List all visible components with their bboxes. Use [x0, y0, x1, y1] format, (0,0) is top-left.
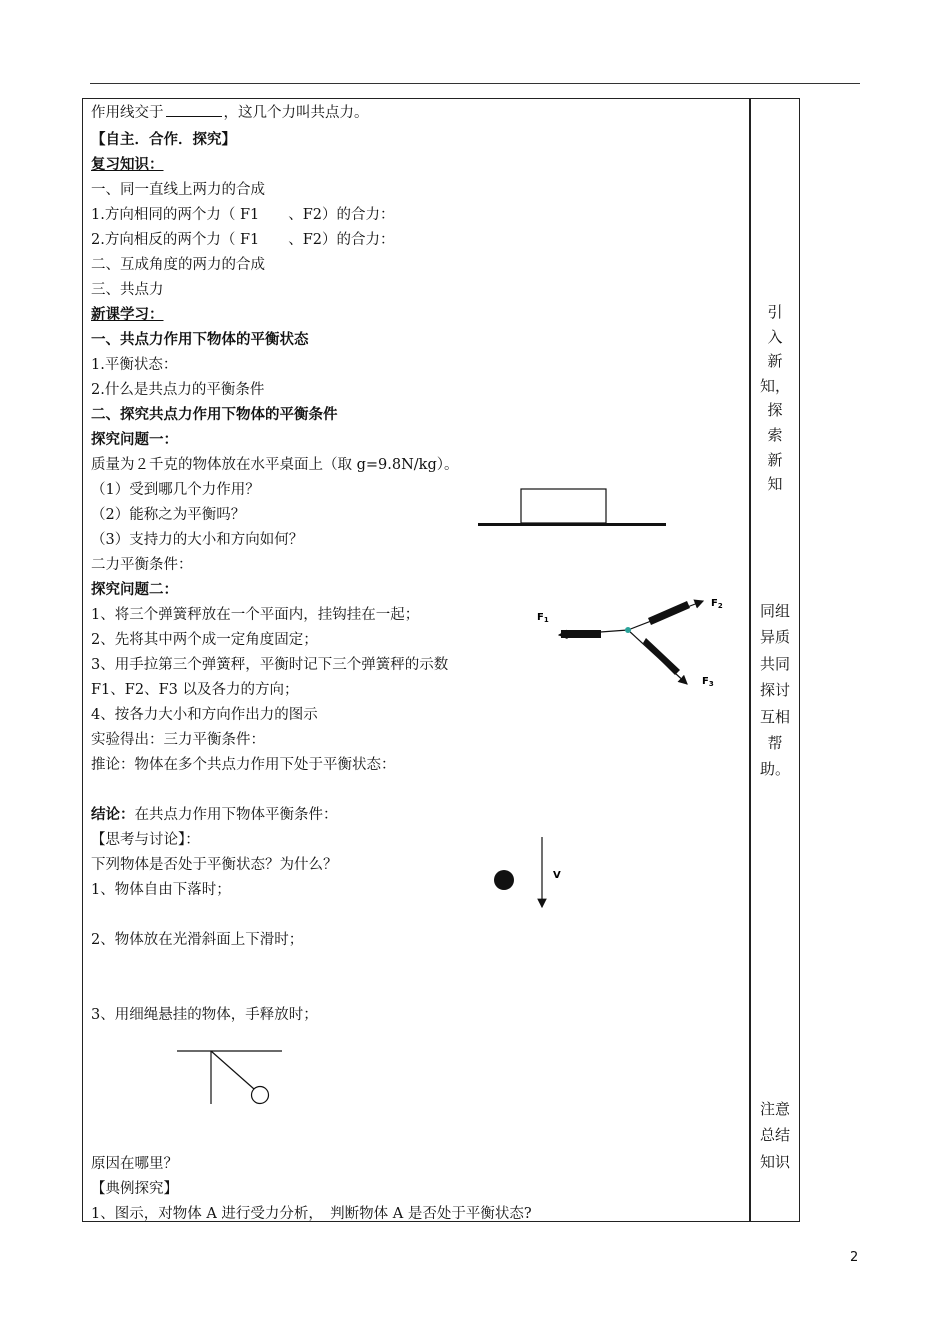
review-item: 三、共点力: [91, 282, 164, 298]
conclusion: 结论：在共点力作用下物体平衡条件：: [91, 806, 338, 823]
spring-scale-3: [643, 638, 680, 675]
spring-scale-2: [648, 601, 690, 625]
lesson-item: 1.平衡状态：: [91, 357, 178, 373]
problem-two-title: 探究问题二：: [91, 581, 178, 598]
problem-one-question: （3）支持力的大小和方向如何？: [91, 532, 304, 548]
side-note-introduce: 引 入 新 知， 探 索 新 知: [759, 303, 790, 494]
review-item: 2.方向相反的两个力（ F1 、F2）的合力：: [91, 232, 395, 248]
problem-one-title: 探究问题一：: [91, 431, 178, 448]
spring-scale-1: [561, 630, 601, 638]
review-item: 1.方向相同的两个力（ F1 、F2）的合力：: [91, 207, 395, 223]
think-discuss-title: 【思考与讨论】：: [91, 832, 200, 848]
three-force-figure: [530, 590, 730, 700]
label-f3: $F_3$: [702, 676, 714, 688]
problem-two-step: 1、将三个弹簧秤放在一个平面内，挂钩挂在一起；: [91, 607, 420, 623]
section-heading: 二、探究共点力作用下物体的平衡条件: [91, 406, 338, 423]
block: [521, 489, 606, 523]
problem-one-text: 质量为２千克的物体放在水平桌面上（取 g=9.8N/kg）。: [91, 457, 459, 473]
bob: [252, 1087, 269, 1104]
problem-two-step: F1、F2、F3 以及各力的方向；: [91, 682, 299, 698]
lesson-item: 2.什么是共点力的平衡条件: [91, 382, 265, 398]
think-item: 3、用细绳悬挂的物体，手释放时；: [91, 1007, 318, 1023]
pendulum-figure: [176, 1048, 286, 1108]
table-surface: [478, 523, 666, 526]
problem-one-question: （1）受到哪几个力作用？: [91, 482, 260, 498]
section-heading: 一、共点力作用下物体的平衡状态: [91, 331, 309, 348]
inference: 推论：物体在多个共点力作用下处于平衡状态：: [91, 757, 396, 773]
two-force-condition: 二力平衡条件：: [91, 557, 193, 573]
think-item: 2、物体放在光滑斜面上下滑时；: [91, 932, 304, 948]
label-f2: $F_2$: [711, 598, 723, 610]
problem-two-step: 4、按各力大小和方向作出力的图示: [91, 707, 318, 723]
block-on-table-figure: [478, 488, 668, 530]
fill-blank: [166, 102, 222, 117]
think-question: 下列物体是否处于平衡状态？为什么？: [91, 857, 338, 873]
label-f1: $F_1$: [537, 612, 549, 624]
velocity-label: V: [553, 870, 561, 881]
reason-question: 原因在哪里？: [91, 1156, 178, 1172]
new-lesson-title: 新课学习：: [91, 306, 164, 323]
page-number: 2: [850, 1250, 859, 1265]
column-divider: [750, 99, 751, 1221]
problem-two-step: 2、先将其中两个成一定角度固定；: [91, 632, 318, 648]
experiment-result: 实验得出：三力平衡条件：: [91, 732, 265, 748]
review-item: 一、同一直线上两力的合成: [91, 182, 265, 198]
falling-ball-figure: [490, 835, 570, 910]
header-rule: [90, 83, 860, 84]
example-item: 1、图示，对物体 A 进行受力分析， 判断物体 A 是否处于平衡状态?: [91, 1206, 532, 1222]
knot-point: [625, 627, 631, 633]
think-item: 1、物体自由下落时；: [91, 882, 231, 898]
side-note-summary: 注意 总结 知识: [759, 1100, 790, 1171]
string: [211, 1051, 254, 1089]
ball: [494, 870, 514, 890]
side-note-group: 同组 异质 共同 探讨 互相 帮 助。: [759, 602, 790, 779]
problem-one-question: （2）能称之为平衡吗？: [91, 507, 246, 523]
line-concurrent-forces: 作用线交于 ，这几个力叫共点力。: [91, 102, 369, 123]
example-title: 【典例探究】: [91, 1181, 178, 1197]
review-title: 复习知识：: [91, 156, 164, 173]
problem-two-step: 3、用手拉第三个弹簧秤，平衡时记下三个弹簧秤的示数: [91, 657, 449, 673]
review-item: 二、互成角度的两力的合成: [91, 257, 265, 273]
heading-explore: 【自主．合作．探究】: [91, 131, 236, 148]
